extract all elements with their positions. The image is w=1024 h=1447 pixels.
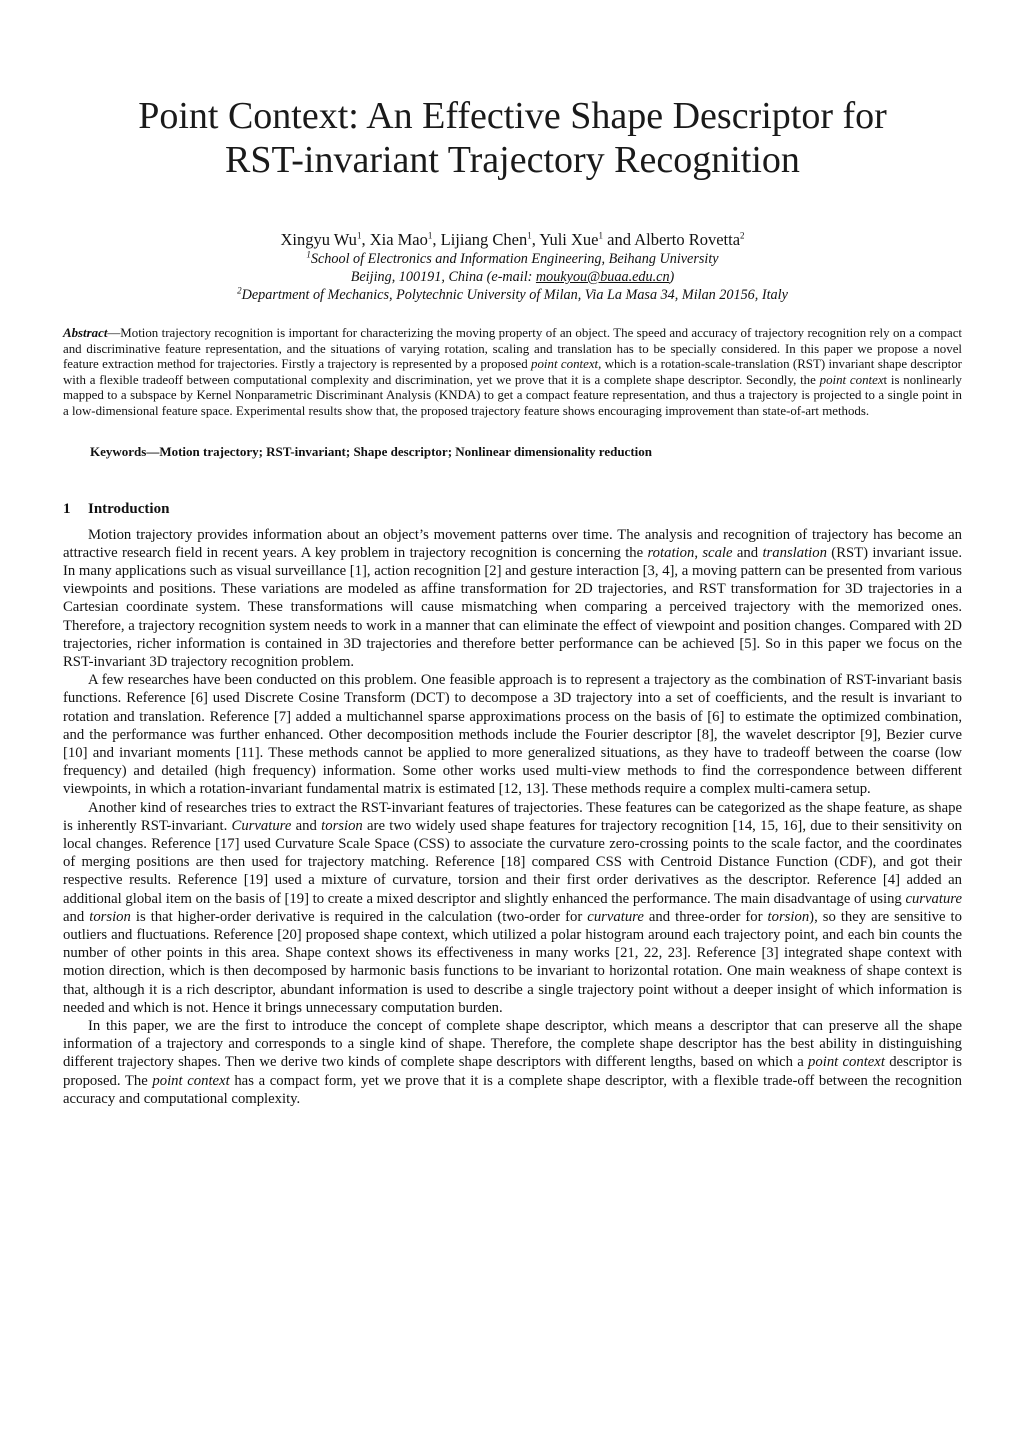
paragraph xyxy=(63,1017,962,1108)
abstract-label: Abstract xyxy=(63,326,108,340)
paragraph-text: ), so they are sensitive to outliers and fluctuations. Reference [20] proposed shape context, which utilized a polar histogram around each trajectory point, and each bin counts the number of other points in this area. Shape context shows its effectiveness in many works [21, 22, 23]. Reference [3] integrated shape context with motion direction, which is then decomposed by harmonic basis functions to be invariant to horizontal rotation. One main weakness of shape context is that, although it is a rich descriptor, abundant information is used to describe a single trajectory point without a deeper insight of which information is needed and which is not. Hence it brings unnecessary computation burden. xyxy=(63,908,962,1016)
affiliation-1-text: School of Electronics and Information Engineering, Beihang University xyxy=(310,251,719,267)
abstract-text: , which is a rotation-scale-translation (RST) invariant shape descriptor with a flexible tradeoff between computational complexity and discrimination, yet we prove that it is a complete shape descriptor. Secondly, the xyxy=(63,357,962,387)
section-heading-introduction xyxy=(63,500,962,518)
affiliation-2 xyxy=(63,286,962,304)
author-name: Alberto Rovetta xyxy=(634,230,741,249)
emphasis: curvature xyxy=(587,908,644,925)
paragraph-text: In this paper, we are the first to introduce the concept of complete shape descriptor, which means a descriptor that can preserve all the shape information of a trajectory and corresponds to a single kind of shape. Therefore, the complete shape descriptor has the best ability in distinguishing different trajectory shapes. Then we derive two kinds of complete shape descriptors with different lengths, based on which a xyxy=(63,1018,962,1071)
author-name: Yuli Xue xyxy=(539,230,599,249)
affiliation-1 xyxy=(63,250,962,268)
introduction-body xyxy=(63,526,962,1109)
section-title: Introduction xyxy=(88,500,170,517)
paragraph-text: has a compact form, yet we prove that it is a complete shape descriptor, with a flexible trade-off between the recognition accuracy and computational complexity. xyxy=(63,1072,962,1107)
emphasis: rotation xyxy=(647,544,695,561)
author-sep: , xyxy=(361,230,370,249)
paragraph-text: Motion trajectory provides information about an object’s movement patterns over time. The analysis and recognition of trajectory has become an attractive research field in recent years. A key problem in trajectory recognition is concerning the xyxy=(63,526,962,561)
keywords: Keywords—Motion trajectory; RST-invariant; Shape descriptor; Nonlinear dimensionality reduction xyxy=(90,443,652,459)
title-line-2: RST-invariant Trajectory Recognition xyxy=(225,139,800,181)
paragraph-text: , xyxy=(694,544,703,561)
author-name: Xia Mao xyxy=(369,230,428,249)
paper-title xyxy=(63,94,962,182)
paragraph-text: and xyxy=(63,908,90,925)
affiliation-address-close: ) xyxy=(669,269,675,285)
author-sep: , xyxy=(432,230,441,249)
paragraph-text: and xyxy=(732,544,763,561)
author-affil-sup: 1 xyxy=(427,230,433,241)
author-name: Xingyu Wu xyxy=(280,230,357,249)
email-link[interactable]: moukyou@buaa.edu.cn xyxy=(535,269,670,285)
paragraph-text: is that higher-order derivative is required in the calculation (two-order for xyxy=(130,908,588,925)
emphasis: curvature xyxy=(905,890,962,907)
paper-page xyxy=(63,0,962,1108)
emphasis: point context xyxy=(152,1072,230,1089)
paragraph xyxy=(63,526,962,672)
section-number: 1 xyxy=(63,500,71,517)
emphasis: torsion xyxy=(321,817,363,834)
affil-sup: 2 xyxy=(237,285,242,296)
abstract-emphasis: point context xyxy=(531,357,599,372)
affiliation-address-text: Beijing, 100191, China (e-mail: xyxy=(350,269,536,285)
paragraph-text: and xyxy=(291,817,322,834)
author-list xyxy=(63,229,962,250)
emphasis: torsion xyxy=(89,908,131,925)
abstract-emphasis: point contex xyxy=(819,372,884,387)
author-affil-sup: 1 xyxy=(356,230,362,241)
author-sep: and xyxy=(603,230,635,249)
affiliation-2-text: Department of Mechanics, Polytechnic University of Milan, Via La Masa 34, Milan 20156, Italy xyxy=(241,287,788,303)
paragraph-text: are two widely used shape features for trajectory recognition [14, 15, 16], due to their sensitivity on local changes. Reference [17] used Curvature Scale Space (CSS) to associate the curvature zero-crossing points to the scale factor, and the coordinates of merging positions are then used for trajectory matching. Reference [18] compared CSS with Centroid Distance Function (CDF), and got their respective results. Reference [19] used a mixture of curvature, torsion and their first order derivatives as the descriptor. Reference [4] added an additional global item on the basis of [19] to create a mixed descriptor and slightly enhanced the performance. The main disadvantage of using xyxy=(63,817,962,907)
paragraph: A few researches have been conducted on this problem. One feasible approach is to represent a trajectory as the combination of RST-invariant basis functions. Reference [6] used Discrete Cosine Transform (DCT) to decompose a 3D trajectory into a set of coefficients, and the result is invariant to rotation and translation. Reference [7] added a multichannel sparse approximations process on the basis of [6] to estimate the optimized combination, and the performance was further enhanced. Other decomposition methods include the Fourier descriptor [8], the wavelet descriptor [9], Bezier curve [10] and invariant moments [11]. These methods cannot be applied to more generalized situations, as they have to tradeoff between the coarse (low frequency) and detailed (high frequency) information. Some other works used multi-view methods to find the correspondence between different viewpoints, in which a rotation-invariant fundamental matrix is estimated [12, 13]. These methods require a complex multi-camera setup. xyxy=(63,672,962,798)
emphasis: scale xyxy=(702,544,733,561)
title-line-1: Point Context: An Effective Shape Descriptor for xyxy=(138,95,887,137)
abstract-text: —Motion trajectory recognition is important for characterizing the moving property of an object. The speed and accuracy of trajectory recognition rely on a compact and discriminative feature representation, and the situations of varying rotation, scaling and translation has to be specially considered. In this paper we propose a novel feature extraction method for trajectories. Firstly a trajectory is represented by a proposed xyxy=(63,326,962,372)
paragraph xyxy=(63,799,962,1017)
emphasis: translation xyxy=(762,544,827,561)
author-sep: , xyxy=(531,230,540,249)
author-affil-sup: 1 xyxy=(598,230,604,241)
abstract xyxy=(63,326,962,420)
affil-sup: 1 xyxy=(306,249,311,260)
paragraph-text: descriptor is proposed. The xyxy=(63,1054,962,1089)
emphasis: point context xyxy=(808,1054,885,1071)
abstract-text: t is nonlinearly mapped to a subspace by Kernel Nonparametric Discriminant Analysis (KNDA) to get a compact feature representation, and thus a trajectory is projected to a single point in a low-dimensional feature space. Experimental results show that, the proposed trajectory feature shows encouraging improvement than state-of-art methods. xyxy=(63,372,962,418)
paragraph-text: Another kind of researches tries to extract the RST-invariant features of trajectories. These features can be categorized as the shape feature, as shape is inherently RST-invariant. xyxy=(63,799,962,834)
emphasis: Curvature xyxy=(231,817,292,834)
author-name: Lijiang Chen xyxy=(440,230,528,249)
author-affil-sup: 2 xyxy=(740,230,745,241)
paragraph-text: (RST) invariant issue. In many applications such as visual surveillance [1], action recognition [2] and gesture interaction [3, 4], a moving pattern can be presented from various viewpoints and positions. These variations are modeled as affine transformation for 2D trajectories, and RST transformation for 3D trajectories in a Cartesian coordinate system. These transformations will cause mismatching when comparing a perceived trajectory with the memorized ones. Therefore, a trajectory recognition system needs to work in a manner that can eliminate the effect of viewpoint and position changes. Compared with 2D trajectories, richer information is contained in 3D trajectories and therefore better performance can be achieved [5]. So in this paper we focus on the RST-invariant 3D trajectory recognition problem. xyxy=(63,544,962,670)
author-affil-sup: 1 xyxy=(527,230,532,241)
paragraph-text: and three-order for xyxy=(643,908,768,925)
affiliation-1-address xyxy=(63,268,962,286)
emphasis: torsion xyxy=(767,908,810,925)
